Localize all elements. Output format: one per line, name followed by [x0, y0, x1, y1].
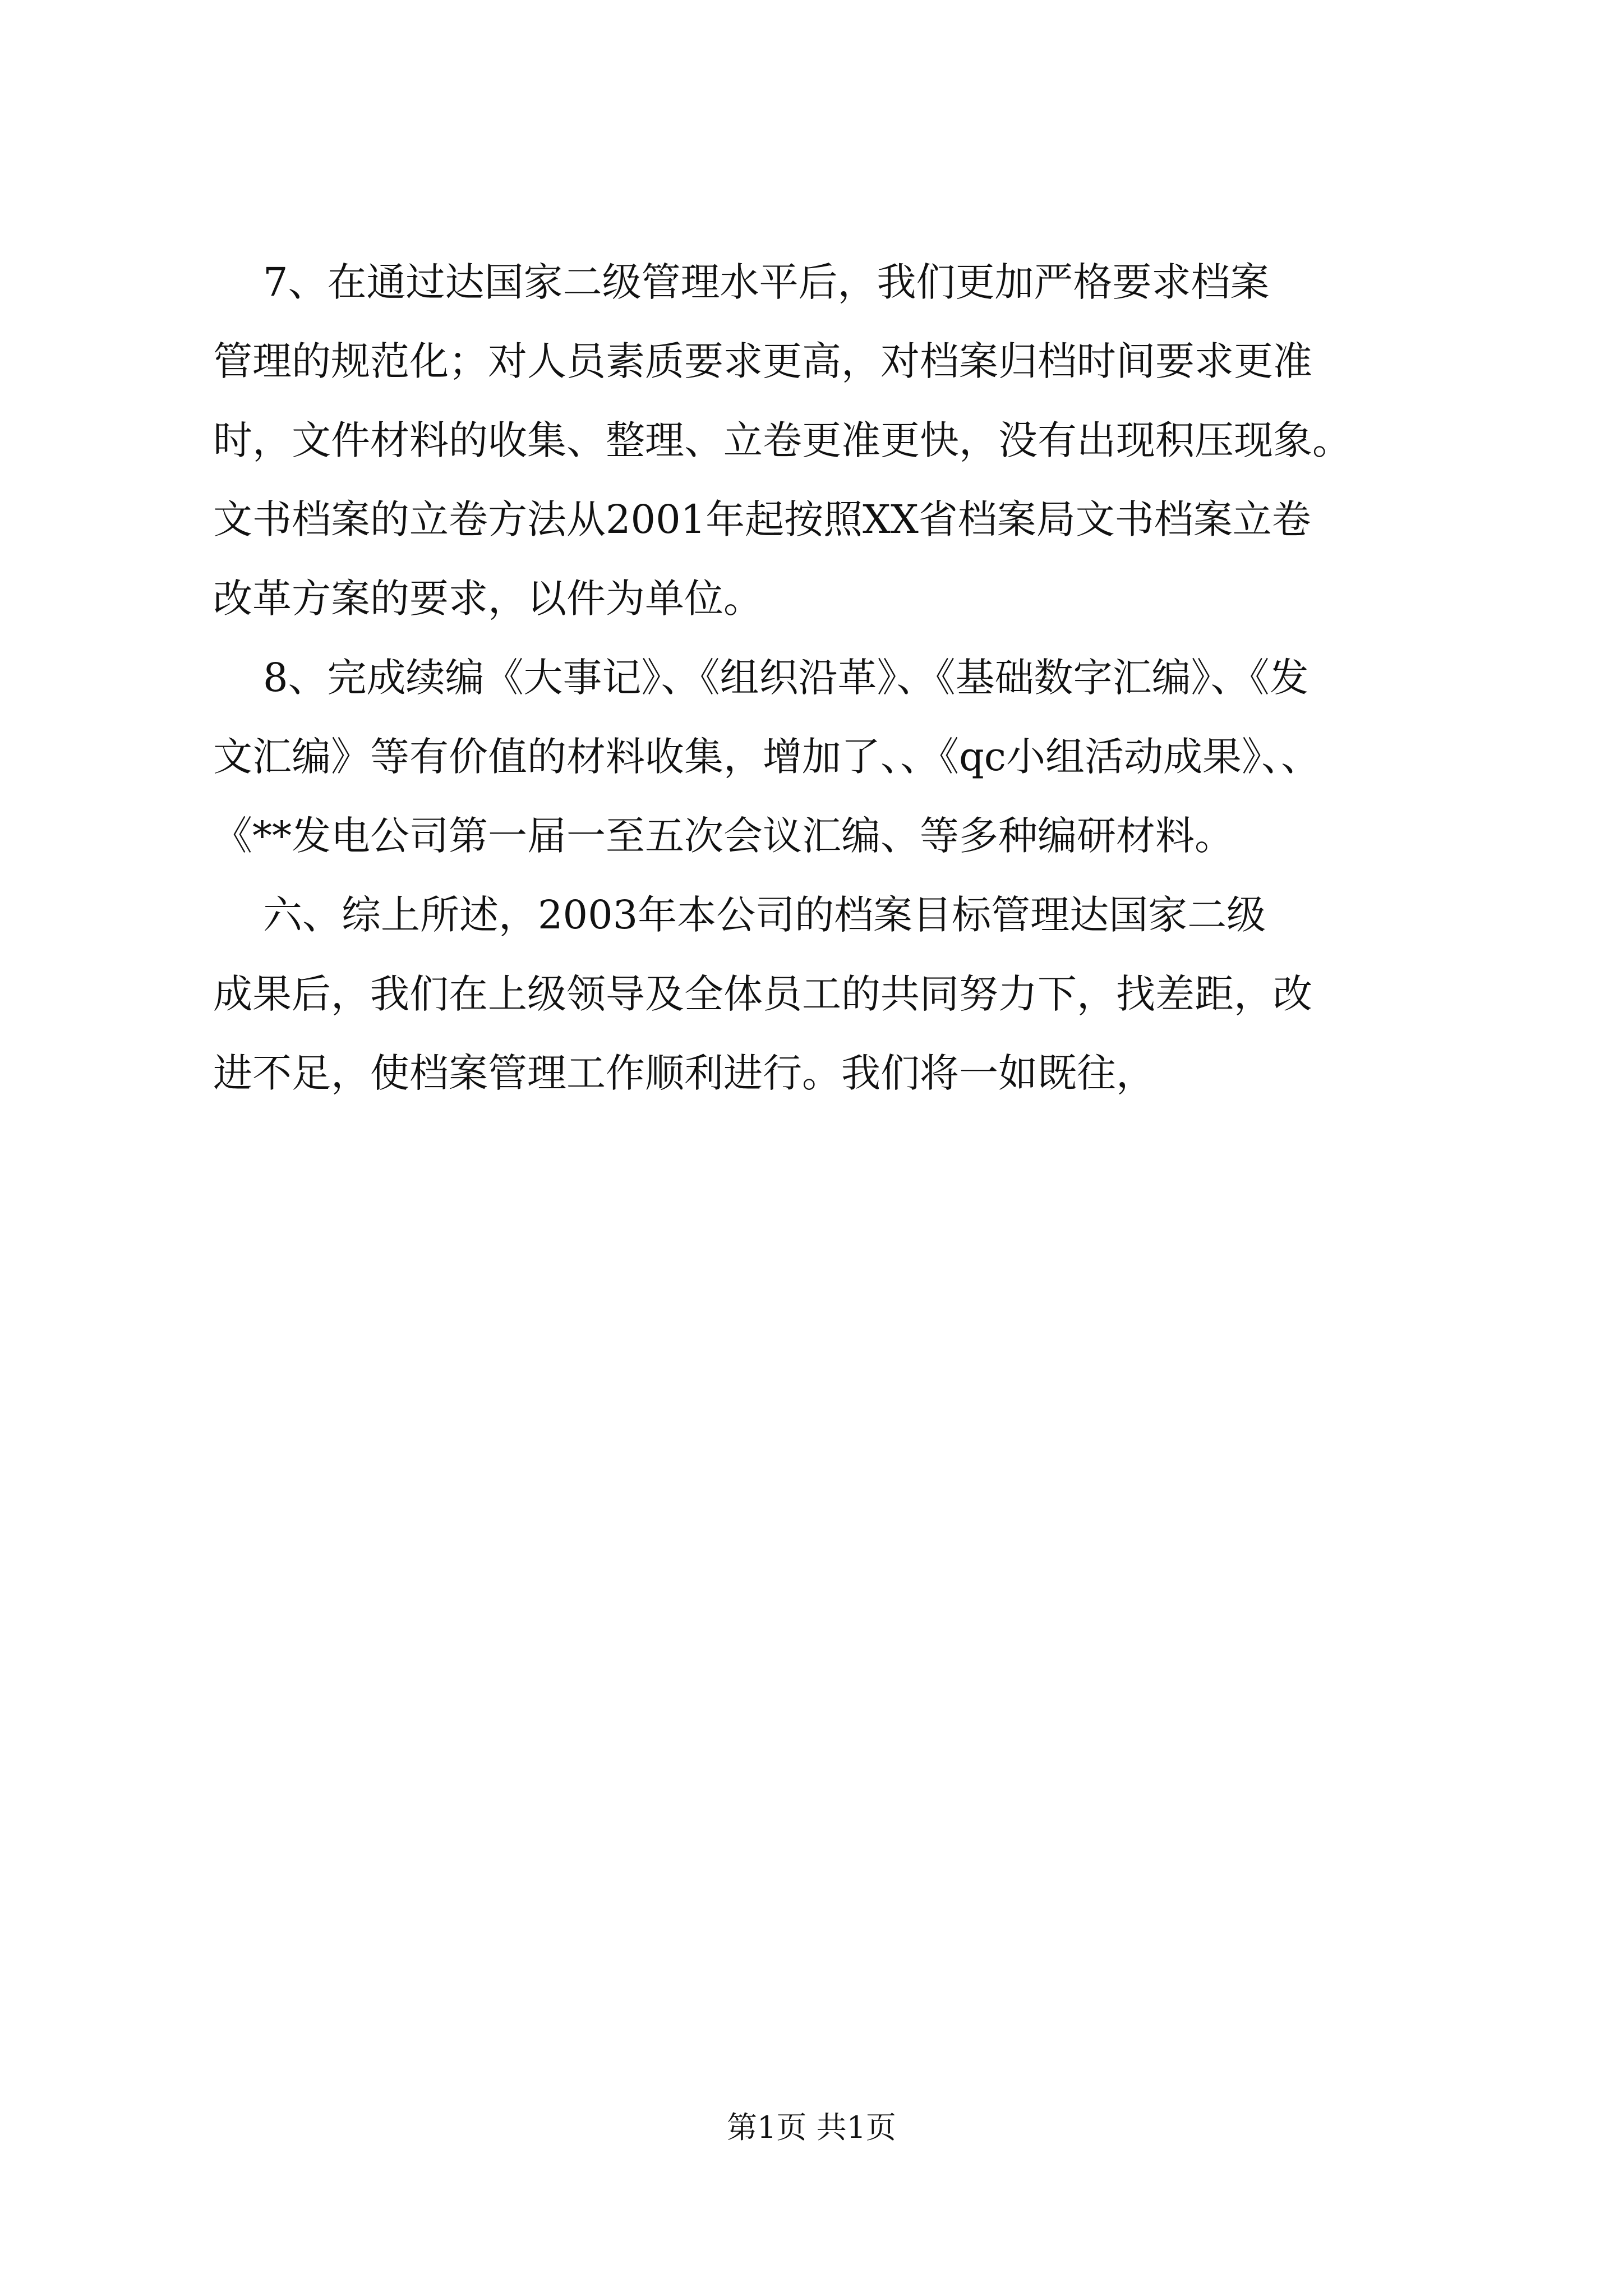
- paragraph-7-line-4: 文书档案的立卷方法从2001年起按照XX省档案局文书档案立卷: [213, 496, 1311, 542]
- paragraph-8-line-2: 文汇编》等有价值的材料收集，增加了、、《qc小组活动成果》、、: [213, 734, 1321, 780]
- paragraph-6-line-2: 成果后，我们在上级领导及全体员工的共同努力下，找差距，改: [213, 971, 1312, 1017]
- paragraph-6-line-3: 进不足，使档案管理工作顺利进行。我们将一如既往，: [213, 1050, 1155, 1096]
- paragraph-6-line-1: 六、综上所述，2003年本公司的档案目标管理达国家二级: [213, 892, 1266, 938]
- paragraph-7-line-5: 改革方案的要求，以件为单位。: [213, 576, 763, 622]
- paragraph-7-line-1: 7、在通过达国家二级管理水平后，我们更加严格要求档案: [213, 259, 1270, 305]
- paragraph-8-line-3: 《**发电公司第一届一至五次会议汇编、等多种编研材料。: [213, 813, 1234, 859]
- paragraph-7-line-3: 时，文件材料的收集、整理、立卷更准更快，没有出现积压现象。: [213, 417, 1352, 463]
- page-footer: 第1页 共1页: [727, 2110, 896, 2145]
- paragraph-7-line-2: 管理的规范化；对人员素质要求更高，对档案归档时间要求更准: [213, 338, 1312, 384]
- paragraph-8-line-1: 8、完成续编《大事记》、《组织沿革》、《基础数字汇编》、《发: [213, 655, 1309, 701]
